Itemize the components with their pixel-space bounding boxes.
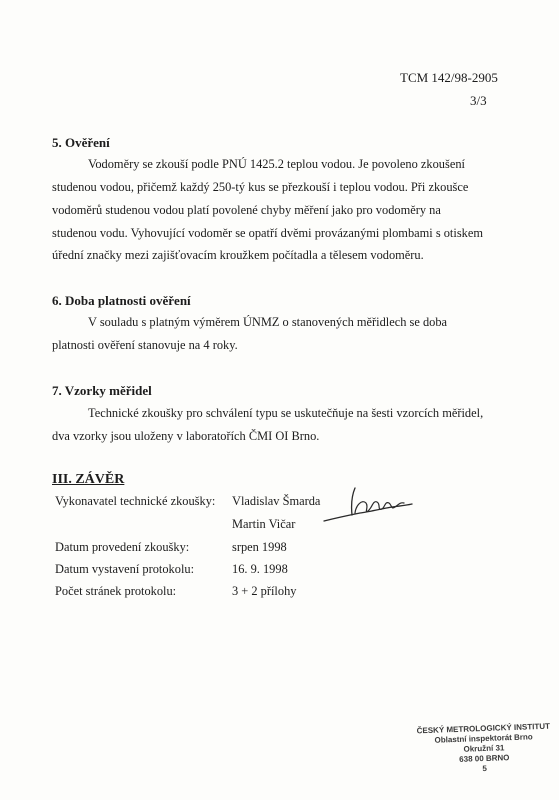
stamp-line: 5 (482, 763, 488, 774)
document-id: TCM 142/98-2905 (400, 70, 498, 85)
section-7-title: 7. Vzorky měřidel (52, 383, 152, 398)
conclusion-label: Datum vystavení protokolu: (55, 562, 195, 576)
conclusion-title: III. ZÁVĚR (52, 472, 125, 487)
stamp-line: 638 00 BRNO (459, 753, 510, 764)
section-7-line: dva vzorky jsou uloženy v laboratořích ČMI OI Brno. (52, 429, 320, 443)
section-6-line: V souladu s platným výměrem ÚNMZ o stanovených měřidlech se doba (88, 315, 448, 329)
stamp-line: ČESKÝ METROLOGICKÝ INSTITUT (416, 721, 551, 736)
section-6-line: platnosti ověření stanovuje na 4 roky. (52, 338, 238, 352)
section-7-line: Technické zkoušky pro schválení typu se uskutečňuje na šesti vzorcích měřidel, (88, 406, 484, 420)
handwritten-signature (322, 485, 414, 527)
conclusion-value: 3 + 2 přílohy (232, 584, 297, 598)
section-5-line: Vodoměry se zkouší podle PNÚ 1425.2 teplou vodou. Je povoleno zkoušení (88, 157, 465, 171)
stamp-line: Oblastní inspektorát Brno (434, 732, 533, 745)
section-5-line: studenou vodu. Vyhovující vodoměr se opatří dvěmi provázanými plombami s otiskem (52, 226, 483, 240)
conclusion-label: Datum provedení zkoušky: (55, 540, 190, 554)
conclusion-value: Vladislav Šmarda (232, 494, 321, 508)
conclusion-value: 16. 9. 1998 (232, 562, 288, 576)
stamp-line: Okružní 31 (463, 743, 505, 754)
conclusion-label: Vykonavatel technické zkoušky: (55, 494, 216, 508)
section-5-line: vodoměrů studenou vodou platí povolené chyby měření jako pro vodoměry na (52, 203, 441, 217)
section-5-line: úřední značky mezi zajišťovacím kroužkem počítadla a tělesem vodoměru. (52, 248, 424, 262)
section-6-title: 6. Doba platnosti ověření (52, 293, 191, 308)
conclusion-value: Martin Vičar (232, 517, 296, 531)
section-5-line: studenou vodou, přičemž každý 250-tý kus se přezkouší i teplou vodou. Při zkoušce (52, 180, 469, 194)
section-5-title: 5. Ověření (52, 135, 110, 150)
conclusion-value: srpen 1998 (232, 540, 287, 554)
institute-stamp (412, 721, 556, 774)
conclusion-label: Počet stránek protokolu: (55, 584, 177, 598)
page-number: 3/3 (470, 93, 487, 108)
